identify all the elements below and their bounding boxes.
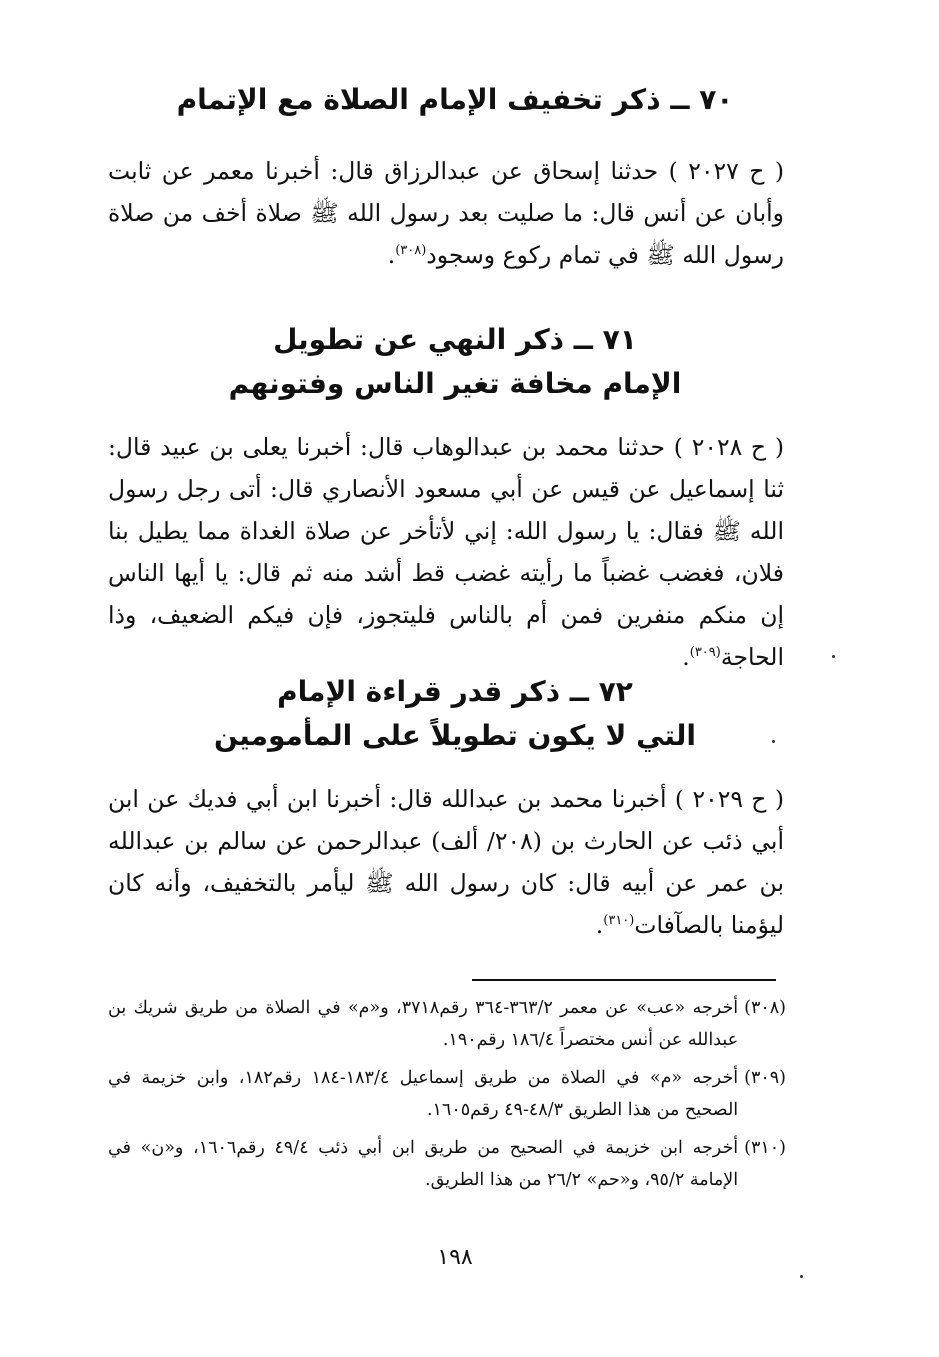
hadith-2028 [108,426,784,678]
heading-line: ٧١ ــ ذكر النهي عن تطويل [273,323,637,356]
footnote-text: أخرجه «م» في الصلاة من طريق إسماعيل ١٨٣/٤-١٨٤ رقم١٨٢، وابن خزيمة في الصحيح من هذا الطريق ٤٨/٣-٤٩ رقم١٦٠٥. [108,1068,739,1120]
hadith-end: . [387,241,396,269]
footnote-308 [108,992,786,1056]
footnote-number: (٣٠٨) [744,998,786,1018]
section-heading-70 [120,78,790,122]
hadith-2027 [108,150,784,276]
footnote-number: (٣٠٩) [744,1068,786,1088]
footnote-309 [108,1062,786,1126]
page-number: ١٩٨ [437,1245,473,1270]
footnote-number: (٣١٠) [744,1138,786,1158]
hadith-end: . [595,911,604,939]
footnote-ref-308[interactable]: (٣٠٨) [395,243,427,259]
heading-line: ٧٢ ــ ذكر قدر قراءة الإمام [277,675,633,708]
scan-speck [772,740,775,743]
footnote-separator [472,979,776,981]
footnote-text: أخرجه «عب» عن معمر ٣٦٣/٢-٣٦٤ رقم٣٧١٨، و«م» في الصلاة من طريق شريك بن عبدالله عن أنس مختصراً ١٨٦/٤ رقم١٩٠. [108,998,739,1050]
heading-line: التي لا يكون تطويلاً على المأمومين [214,719,696,752]
section-heading-72 [120,670,790,758]
heading-line: ٧٠ ــ ذكر تخفيف الإمام الصلاة مع الإتمام [176,83,734,116]
hadith-end: . [682,643,690,671]
scan-speck [800,1275,803,1278]
heading-line: الإمام مخافة تغير الناس وفتونهم [228,367,682,400]
footnotes [108,992,786,1202]
hadith-text: ( ح ٢٠٢٨ ) حدثنا محمد بن عبدالوهاب قال: أخبرنا يعلى بن عبيد قال: ثنا إسماعيل عن قيس عن أبي مسعود الأنصاري قال: أتى رجل رسول الله ﷺ فقال: يا رسول الله: إني لأتأخر عن صلاة الغداة مما يطيل بنا فلان، فغضب غضباً ما رأيته غضب قط أشد منه ثم قال: يا أيها الناس إن منكم منفرين فمن أم بالناس فليتجوز، فإن فيكم الضعيف، وذا الحاجة [108,433,784,671]
section-heading-71 [120,318,790,406]
footnote-ref-310[interactable]: (٣١٠) [603,913,635,929]
footnote-text: أخرجه ابن خزيمة في الصحيح من طريق ابن أبي ذئب ٤٩/٤ رقم١٦٠٦، و«ن» في الإمامة ٩٥/٢، و«حم» ٢٦/٢ من هذا الطريق. [108,1138,739,1190]
scan-speck [832,655,835,658]
hadith-text: ( ح ٢٠٢٩ ) أخبرنا محمد بن عبدالله قال: أخبرنا ابن أبي فديك عن ابن أبي ذئب عن الحارث بن (٢٠٨/ ألف) عبدالرحمن عن سالم بن عبدالله بن عمر عن أبيه قال: كان رسول الله ﷺ ليأمر بالتخفيف، وأنه كان ليؤمنا بالصآفات [108,785,784,939]
hadith-text: ( ح ٢٠٢٧ ) حدثنا إسحاق عن عبدالرزاق قال: أخبرنا معمر عن ثابت وأبان عن أنس قال: ما صليت بعد رسول الله ﷺ صلاة أخف من صلاة رسول الله ﷺ في تمام ركوع وسجود [108,157,784,269]
footnote-310 [108,1132,786,1196]
footnote-ref-309[interactable]: (٣٠٩) [689,645,721,661]
hadith-2029 [108,778,784,946]
